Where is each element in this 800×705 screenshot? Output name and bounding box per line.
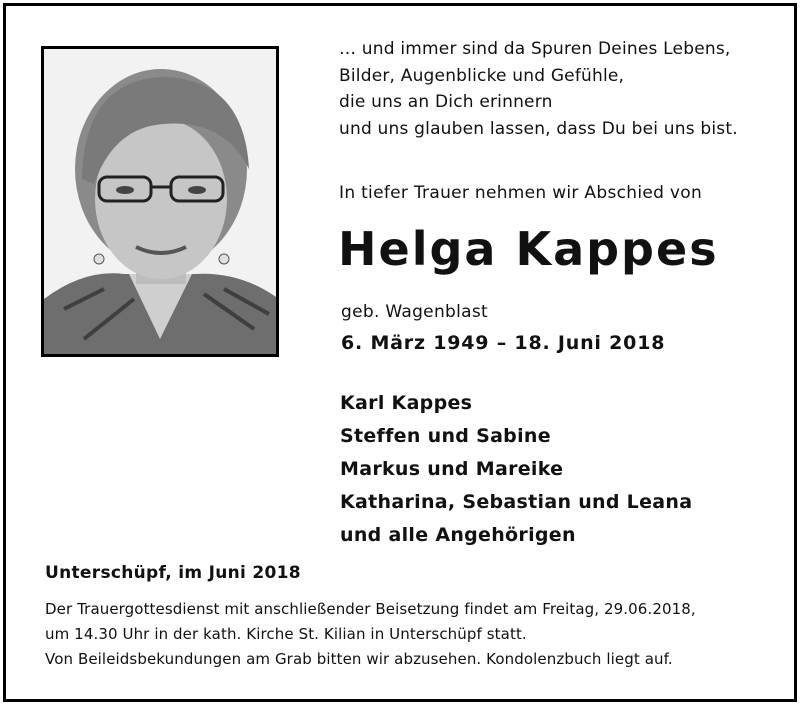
- mourner-entry: Katharina, Sebastian und Leana: [340, 491, 693, 513]
- mourners-list: [340, 387, 692, 552]
- place-date: Unterschüpf, im Juni 2018: [45, 563, 301, 583]
- notice-line: um 14.30 Uhr in der kath. Kirche St. Kilian in Unterschüpf statt.: [45, 625, 527, 643]
- poem-line: und uns glauben lassen, dass Du bei uns bist.: [339, 118, 738, 139]
- poem-line: Bilder, Augenblicke und Gefühle,: [339, 65, 625, 86]
- poem: [339, 36, 738, 142]
- life-dates: 6. März 1949 – 18. Juni 2018: [341, 332, 666, 354]
- poem-line: die uns an Dich erinnern: [339, 92, 553, 112]
- poem-line: … und immer sind da Spuren Deines Lebens,: [339, 39, 731, 59]
- notice-line: Der Trauergottesdienst mit anschließender Beisetzung findet am Freitag, 29.06.2018,: [45, 600, 696, 618]
- portrait-photo: [41, 46, 279, 357]
- mourner-entry: Karl Kappes: [340, 392, 473, 414]
- intro-text: In tiefer Trauer nehmen wir Abschied von: [339, 183, 703, 203]
- mourner-entry: Steffen und Sabine: [340, 425, 551, 447]
- notice-line: Von Beileidsbekundungen am Grab bitten wir abzusehen. Kondolenzbuch liegt auf.: [45, 650, 673, 668]
- birth-name: geb. Wagenblast: [341, 302, 488, 322]
- mourner-entry: Markus und Mareike: [340, 458, 564, 480]
- mourner-entry: und alle Angehörigen: [340, 524, 576, 546]
- funeral-notice: [45, 597, 696, 672]
- deceased-name: Helga Kappes: [338, 222, 719, 276]
